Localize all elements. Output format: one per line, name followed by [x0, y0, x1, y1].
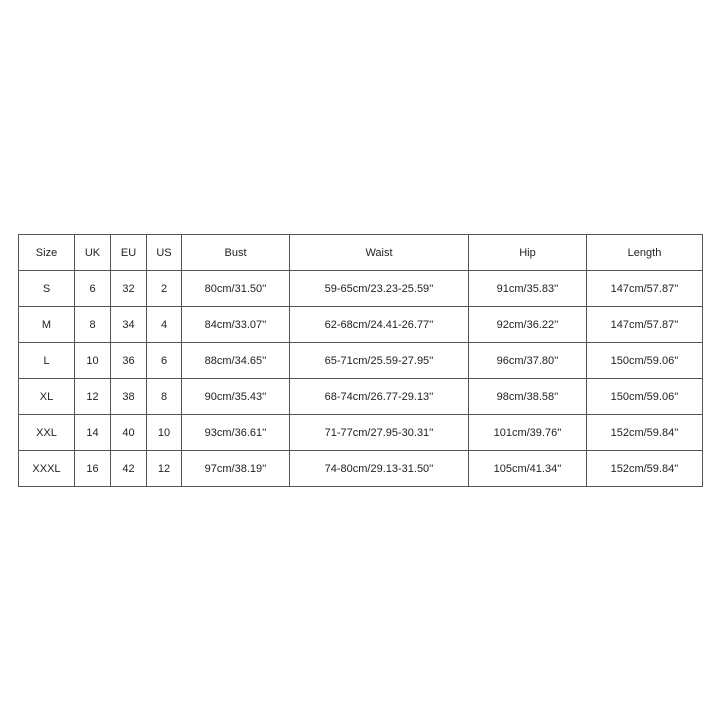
table-cell: 105cm/41.34'' [469, 451, 587, 487]
table-cell: 92cm/36.22'' [469, 307, 587, 343]
table-cell: 8 [75, 307, 111, 343]
table-cell: 147cm/57.87'' [587, 271, 703, 307]
table-cell: XXL [19, 415, 75, 451]
size-chart-table [18, 234, 703, 487]
table-cell: 101cm/39.76'' [469, 415, 587, 451]
table-row [19, 271, 703, 307]
table-cell: 96cm/37.80'' [469, 343, 587, 379]
table-cell: XXXL [19, 451, 75, 487]
table-cell: XL [19, 379, 75, 415]
table-cell: 42 [111, 451, 147, 487]
table-row [19, 415, 703, 451]
table-cell: 4 [147, 307, 182, 343]
table-cell: 152cm/59.84'' [587, 451, 703, 487]
table-cell: 98cm/38.58'' [469, 379, 587, 415]
table-cell: 2 [147, 271, 182, 307]
header-cell-eu: EU [111, 235, 147, 271]
header-cell-us: US [147, 235, 182, 271]
table-cell: 59-65cm/23.23-25.59'' [290, 271, 469, 307]
header-cell-length: Length [587, 235, 703, 271]
header-cell-size: Size [19, 235, 75, 271]
table-cell: 74-80cm/29.13-31.50'' [290, 451, 469, 487]
table-cell: 38 [111, 379, 147, 415]
table-cell: 150cm/59.06'' [587, 343, 703, 379]
header-cell-bust: Bust [182, 235, 290, 271]
table-row [19, 451, 703, 487]
table-row [19, 379, 703, 415]
table-cell: 80cm/31.50'' [182, 271, 290, 307]
table-cell: 8 [147, 379, 182, 415]
table-cell: 6 [147, 343, 182, 379]
table-cell: 93cm/36.61'' [182, 415, 290, 451]
table-cell: 68-74cm/26.77-29.13'' [290, 379, 469, 415]
table-cell: 14 [75, 415, 111, 451]
table-cell: 32 [111, 271, 147, 307]
header-cell-hip: Hip [469, 235, 587, 271]
header-row [19, 235, 703, 271]
table-cell: L [19, 343, 75, 379]
table-cell: S [19, 271, 75, 307]
table-cell: 90cm/35.43'' [182, 379, 290, 415]
table-cell: 62-68cm/24.41-26.77'' [290, 307, 469, 343]
table-cell: 84cm/33.07'' [182, 307, 290, 343]
table-cell: 34 [111, 307, 147, 343]
table-cell: 71-77cm/27.95-30.31'' [290, 415, 469, 451]
table-cell: 147cm/57.87'' [587, 307, 703, 343]
table-cell: 40 [111, 415, 147, 451]
table-cell: 10 [147, 415, 182, 451]
table-row [19, 343, 703, 379]
table-cell: 10 [75, 343, 111, 379]
table-cell: 65-71cm/25.59-27.95'' [290, 343, 469, 379]
table-cell: 150cm/59.06'' [587, 379, 703, 415]
table-cell: 36 [111, 343, 147, 379]
header-cell-waist: Waist [290, 235, 469, 271]
table-row [19, 307, 703, 343]
table-cell: 12 [147, 451, 182, 487]
table-cell: 12 [75, 379, 111, 415]
table-cell: M [19, 307, 75, 343]
table-cell: 6 [75, 271, 111, 307]
table-cell: 97cm/38.19'' [182, 451, 290, 487]
table-cell: 152cm/59.84'' [587, 415, 703, 451]
table-cell: 16 [75, 451, 111, 487]
header-cell-uk: UK [75, 235, 111, 271]
table-cell: 88cm/34.65'' [182, 343, 290, 379]
table-cell: 91cm/35.83'' [469, 271, 587, 307]
